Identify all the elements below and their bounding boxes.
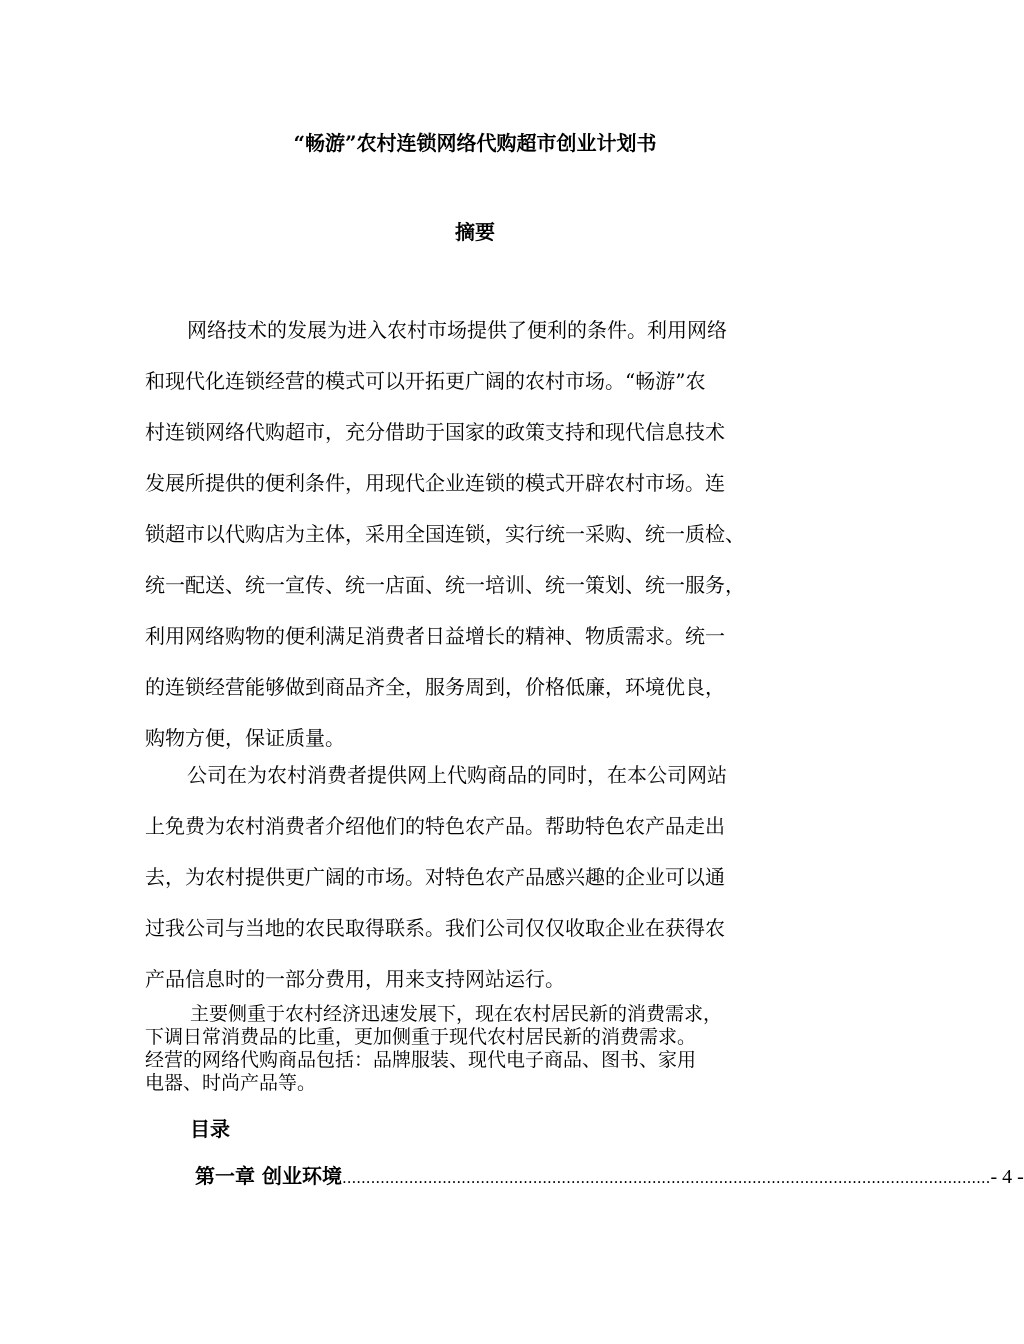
toc-leader-dots: ........................................................................................................................................ [341,1169,991,1187]
paragraph-line: 网络技术的发展为进入农村市场提供了便利的条件。利用网络 [187,318,727,342]
paragraph-line: 发展所提供的便利条件，用现代企业连锁的模式开辟农村市场。连 [145,471,725,495]
paragraph-line: 和现代化连锁经营的模式可以开拓更广阔的农村市场。“畅游”农 [145,369,706,393]
paragraph-line: 公司在为农村消费者提供网上代购商品的同时，在本公司网站 [187,763,727,787]
abstract-paragraph-1 [145,305,825,764]
paragraph-line: 购物方便，保证质量。 [145,726,345,750]
abstract-heading: 摘要 [455,220,495,244]
paragraph-line: 电器、时尚产品等。 [145,1072,317,1094]
toc-heading: 目录 [190,1117,230,1141]
paragraph-line: 产品信息时的一部分费用，用来支持网站运行。 [145,967,565,991]
toc-entry[interactable] [195,1160,1024,1189]
paragraph-line: 利用网络购物的便利满足消费者日益增长的精神、物质需求。统一 [145,624,725,648]
paragraph-line: 下调日常消费品的比重，更加侧重于现代农村居民新的消费需求。 [145,1026,697,1048]
paragraph-line: 经营的网络代购商品包括：品牌服装、现代电子商品、图书、家用 [145,1049,697,1071]
paragraph-line: 统一配送、统一宣传、统一店面、统一培训、统一策划、统一服务， [145,573,745,597]
toc-entry-label: 第一章 创业环境 [195,1164,342,1188]
paragraph-line: 主要侧重于农村经济迅速发展下，现在农村居民新的消费需求， [190,1003,723,1025]
paragraph-line: 锁超市以代购店为主体，采用全国连锁，实行统一采购、统一质检、 [145,522,745,546]
paragraph-line: 村连锁网络代购超市，充分借助于国家的政策支持和现代信息技术 [145,420,725,444]
document-title: “畅游”农村连锁网络代购超市创业计划书 [293,131,657,155]
toc-entry-page: - 4 - [990,1166,1024,1188]
paragraph-line: 的连锁经营能够做到商品齐全，服务周到，价格低廉，环境优良， [145,675,725,699]
abstract-paragraph-2 [145,750,825,1005]
paragraph-line: 上免费为农村消费者介绍他们的特色农产品。帮助特色农产品走出 [145,814,725,838]
paragraph-line: 过我公司与当地的农民取得联系。我们公司仅仅收取企业在获得农 [145,916,725,940]
abstract-paragraph-3 [145,1003,835,1095]
paragraph-line: 去，为农村提供更广阔的市场。对特色农产品感兴趣的企业可以通 [145,865,725,889]
